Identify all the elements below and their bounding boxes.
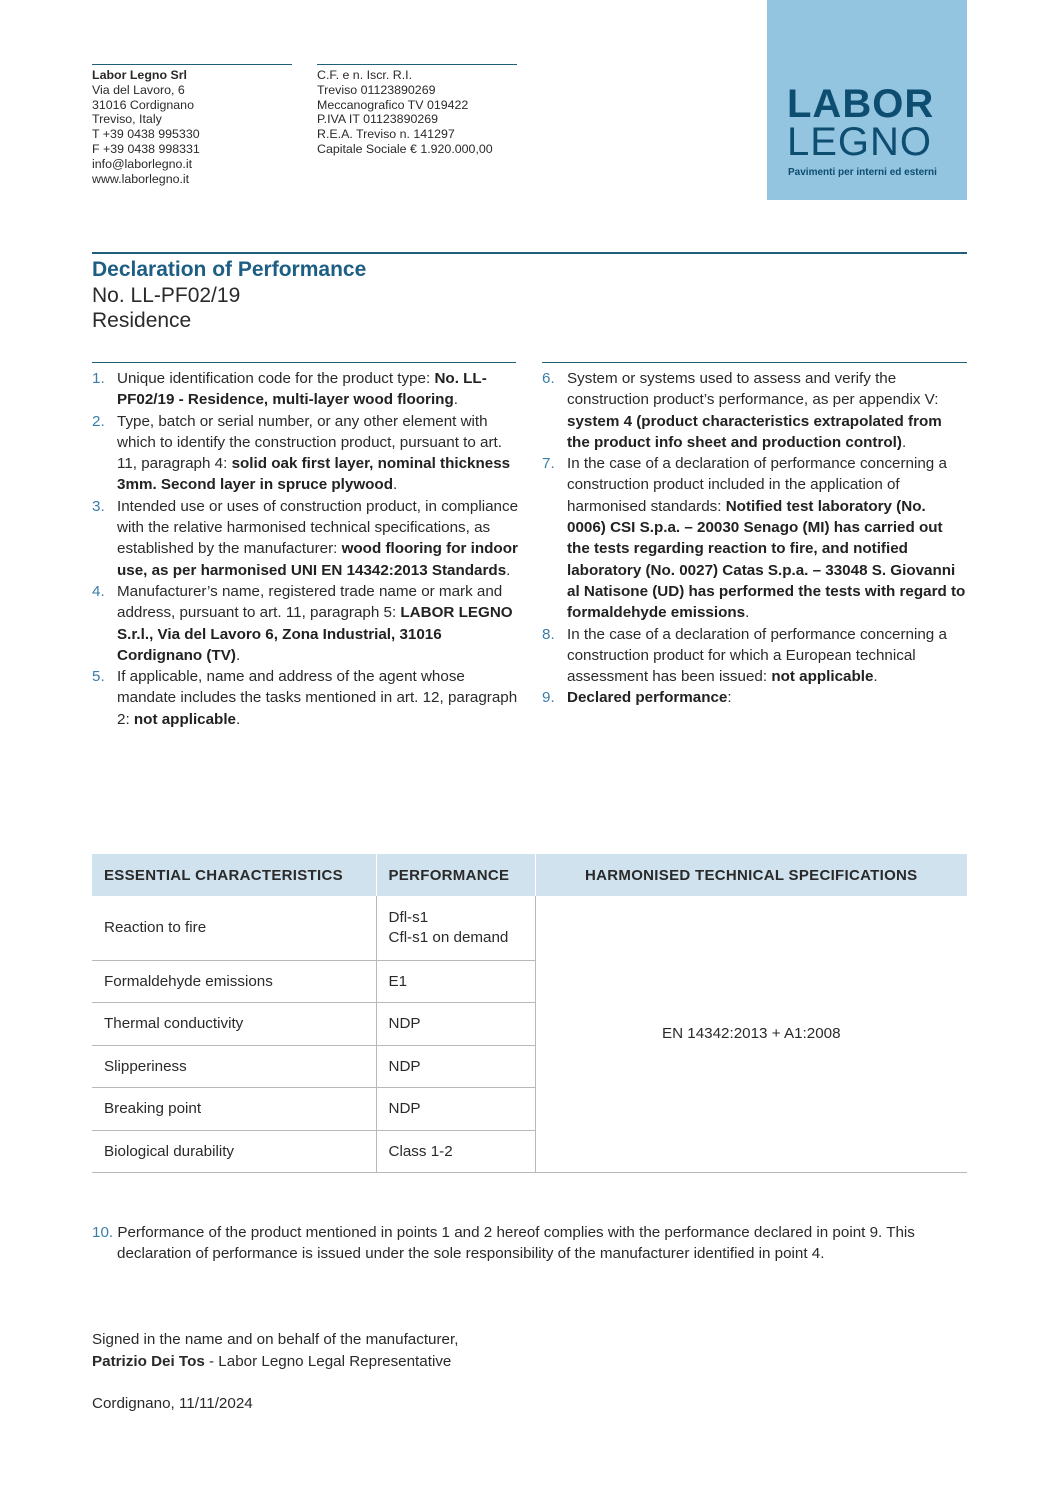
item-bold-text: solid oak first layer, nominal thickness 3mm. Second layer in spruce plywood [117,455,511,494]
item-suffix: . [873,668,878,686]
logo-tagline: Pavimenti per interni ed esterni [788,167,937,178]
specification-cell: EN 14342:2013 + A1:2008 [535,896,967,1173]
item-text: Intended use or uses of construction product, in compliance with the relative harmonised technical specifications, as established by the manufacturer: [117,497,519,558]
product-name: Residence [92,309,192,332]
company-name: Labor Legno Srl [92,68,187,82]
header-rule-middle [317,64,517,65]
header-rule-left [92,64,292,65]
item-text: If applicable, name and address of the agent whose mandate includes the tasks mentioned in art. 12, paragraph 2: [117,668,518,728]
item-number: 5. [92,668,105,686]
item-text: In the case of a declaration of performance concerning a construction product for which a European technical assessment has been issued: [567,625,947,686]
performance-value: Cfl-s1 on demand [388,928,509,946]
characteristic-cell: Slipperiness [92,1045,376,1088]
left-column-rule [92,362,516,363]
address-line: Via del Lavoro, 6 [92,82,185,97]
phone-number: T +39 0438 995330 [92,127,200,142]
item-number: 1. [92,370,105,387]
item-suffix: . [745,604,750,622]
list-item [92,411,520,496]
item-text: Type, batch or serial number, or any other element with which to identify the construction product, pursuant to art. 11, paragraph 4: [117,412,502,473]
item-bold-text: wood flooring for indoor use, as per harmonised UNI EN 14342:2013 Standards [117,540,518,579]
registry-line: Treviso 01123890269 [317,82,436,97]
registry-line: C.F. e n. Iscr. R.I. [317,68,413,82]
item-suffix: . [236,710,241,728]
item-suffix: : [727,689,732,707]
performance-cell: E1 [376,960,535,1003]
performance-cell: NDP [376,1045,535,1088]
item-suffix: . [393,476,398,494]
item-text: System or systems used to assess and verify the construction product’s performance, as per appendix V: [567,370,939,409]
list-item [92,666,520,730]
performance-cell [376,896,535,960]
item-text: Unique identification code for the product type: [117,370,435,387]
item-suffix: . [453,391,458,409]
signatory-line [92,1351,451,1372]
item-suffix: . [506,561,511,579]
logo-word-labor: LABOR [787,82,935,126]
item-number: 7. [542,455,555,473]
list-item [542,368,967,453]
item-text: Manufacturer’s name, registered trade name or mark and address, pursuant to art. 11, paragraph 5: [117,582,503,622]
signature-intro: Signed in the name and on behalf of the manufacturer, [92,1331,459,1348]
item-number: 8. [542,625,555,643]
item-bold-text: Notified test laboratory (No. 0006) CSI S.p.a. – 20030 Senago (MI) has carried out the tests regarding reaction to fire, and notified laboratory (No. 0027) Catas S.p.a. – 33048 S. Giovanni al Natisone (UD) has performed the tests with regard to formaldehyde emissions [567,497,966,622]
list-item [92,496,520,581]
item-bold-text: not applicable [771,668,874,686]
characteristic-cell: Formaldehyde emissions [92,960,376,1003]
logo-word-legno: LEGNO [787,120,933,164]
item-number: 2. [92,412,105,430]
registry-line: Meccanografico TV 019422 [317,97,469,112]
list-item [542,687,967,708]
item-text: Performance of the product mentioned in points 1 and 2 hereof complies with the performance declared in point 9. This declaration of performance is issued under the sole responsibility of the manufacturer identified in point 4. [117,1224,915,1263]
column-header: PERFORMANCE [376,854,535,896]
points-right-column [542,368,967,709]
registry-line: P.IVA IT 01123890269 [317,112,439,127]
characteristic-cell: Thermal conductivity [92,1003,376,1046]
email-address: info@laborlegno.it [92,156,193,171]
registry-block [317,68,493,157]
characteristic-cell: Biological durability [92,1130,376,1173]
characteristic-cell: Reaction to fire [92,896,376,960]
item-bold-text: system 4 (product characteristics extrapolated from the product info sheet and production control) [567,412,942,451]
performance-cell: NDP [376,1088,535,1131]
right-column-rule [542,362,967,363]
item-suffix: . [235,646,241,664]
characteristic-cell: Breaking point [92,1088,376,1131]
table-row [92,896,967,960]
points-left-column [92,368,520,730]
list-item [542,624,967,688]
item-number: 10. [92,1224,114,1241]
column-header: ESSENTIAL CHARACTERISTICS [92,854,376,896]
fax-number: F +39 0438 998331 [92,141,200,156]
company-logo [767,0,967,200]
performance-cell: Class 1-2 [376,1130,535,1173]
item-text: In the case of a declaration of performance concerning a construction product included in the application of harmonised standards: [567,455,947,515]
item-bold-text: Declared performance [567,689,728,707]
signatory-role: - Labor Legno Legal Representative [204,1353,452,1370]
company-address-block [92,68,200,186]
performance-cell: NDP [376,1003,535,1046]
item-bold-text: not applicable [133,710,236,728]
list-item [542,453,967,623]
registry-line: R.E.A. Treviso n. 141297 [317,127,455,142]
item-bold-text: No. LL-PF02/19 - Residence, multi-layer wood flooring [117,370,487,409]
registry-line: Capitale Sociale € 1.920.000,00 [317,141,493,156]
performance-value: Dfl-s1 [388,909,429,927]
address-line: Treviso, Italy [92,112,162,127]
document-title: Declaration of Performance [92,258,367,281]
list-item [92,368,520,411]
item-bold-text: LABOR LEGNO S.r.l., Via del Lavoro 6, Zona Industrial, 31016 Cordignano (TV) [117,604,513,664]
address-line: 31016 Cordignano [92,97,194,112]
signatory-name: Patrizio Dei Tos [92,1353,205,1370]
table-header-row [92,854,967,896]
item-number: 3. [92,497,105,515]
item-suffix: . [901,433,907,451]
item-number: 4. [92,582,105,600]
item-number: 6. [542,370,555,387]
title-divider [92,252,967,254]
point-10-paragraph [92,1222,967,1265]
website-address: www.laborlegno.it [92,171,190,186]
list-item [92,581,520,666]
performance-table [92,854,967,1173]
column-header: HARMONISED TECHNICAL SPECIFICATIONS [535,854,967,896]
item-number: 9. [542,689,555,707]
place-and-date: Cordignano, 11/11/2024 [92,1395,253,1412]
document-number: No. LL-PF02/19 [92,284,241,307]
